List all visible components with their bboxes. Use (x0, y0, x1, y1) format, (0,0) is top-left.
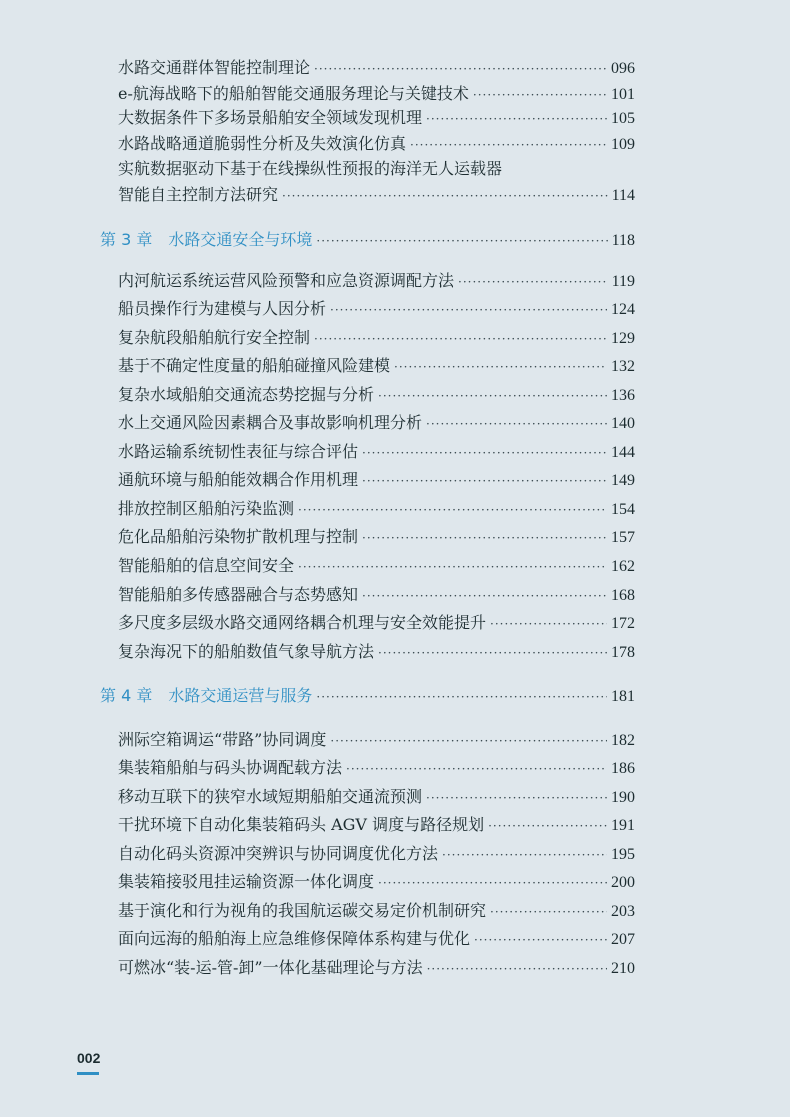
toc-entry-page: 195 (611, 846, 635, 863)
toc-entry-title: 排放控制区船舶污染监测 (118, 499, 295, 518)
toc-entry-page: 162 (611, 558, 635, 575)
toc-entry[interactable] (118, 612, 635, 635)
dot-leader (410, 134, 607, 156)
dot-leader (362, 527, 607, 549)
toc-entry[interactable] (118, 584, 635, 607)
toc-entry[interactable] (118, 498, 635, 521)
toc-entry-title: 多尺度多层级水路交通网络耦合机理与安全效能提升 (118, 613, 487, 632)
chapter-page: 181 (611, 688, 635, 705)
toc-entry-page: 210 (611, 960, 635, 977)
toc-entry-page: 096 (611, 60, 635, 77)
dot-leader (378, 872, 607, 894)
toc-entry-title: e-航海战略下的船舶智能交通服务理论与关键技术 (118, 84, 469, 103)
toc-entry-page: 132 (611, 358, 635, 375)
dot-leader (346, 758, 607, 780)
toc-entry-title: 实航数据驱动下基于在线操纵性预报的海洋无人运载器 (118, 159, 503, 178)
toc-entry-title: 面向远海的船舶海上应急维修保障体系构建与优化 (118, 929, 471, 948)
toc-entry-title: 水上交通风险因素耦合及事故影响机理分析 (118, 413, 423, 432)
dot-leader (316, 230, 607, 252)
dot-leader (330, 299, 607, 321)
toc-entry-page: 157 (611, 529, 635, 546)
toc-entry[interactable] (118, 526, 635, 549)
toc-entry-page: 129 (611, 330, 635, 347)
toc-entry-title: 基于不确定性度量的船舶碰撞风险建模 (118, 356, 391, 375)
toc-entry-page: 168 (611, 587, 635, 604)
dot-leader (490, 613, 607, 635)
toc-entry-page: 203 (611, 903, 635, 920)
toc-entry-title: 自动化码头资源冲突辨识与协同调度优化方法 (118, 844, 439, 863)
toc-entry-page: 178 (611, 644, 635, 661)
chapter-title: 水路交通安全与环境 (168, 230, 313, 249)
dot-leader (427, 958, 607, 980)
toc-entry-page: 124 (611, 301, 635, 318)
dot-leader (330, 730, 607, 752)
toc-entry-page: 190 (611, 789, 635, 806)
toc-entry-title: 集装箱船舶与码头协调配载方法 (118, 758, 343, 777)
toc-entry-title: 复杂水域船舶交通流态势挖掘与分析 (118, 385, 375, 404)
toc-entry-title: 复杂海况下的船舶数值气象导航方法 (118, 642, 375, 661)
toc-entry[interactable] (118, 327, 635, 350)
toc-entry-page: 105 (611, 110, 635, 127)
toc-entry[interactable] (118, 469, 635, 492)
toc-entry[interactable] (118, 641, 635, 664)
toc-entry-page: 114 (611, 187, 635, 204)
toc-entry-title: 水路交通群体智能控制理论 (118, 58, 311, 77)
toc-entry[interactable] (118, 133, 635, 156)
dot-leader (426, 413, 607, 435)
toc-entry-title: 危化品船舶污染物扩散机理与控制 (118, 527, 359, 546)
page-number-underline (77, 1072, 99, 1075)
dot-leader (282, 185, 608, 207)
toc-entry-title: 智能船舶的信息空间安全 (118, 556, 295, 575)
chapter-title: 水路交通运营与服务 (168, 686, 313, 705)
dot-leader (362, 470, 607, 492)
toc-entry-first-line[interactable] (118, 158, 635, 180)
dot-leader (362, 585, 607, 607)
toc-entry-page: 149 (611, 472, 635, 489)
chapter-heading-4[interactable] (100, 685, 635, 708)
dot-leader (488, 815, 607, 837)
toc-entry[interactable] (118, 270, 635, 293)
dot-leader (426, 787, 607, 809)
toc-entry[interactable] (118, 384, 635, 407)
dot-leader (298, 499, 607, 521)
toc-entry[interactable] (118, 57, 635, 80)
dot-leader (314, 58, 607, 80)
toc-entry[interactable] (118, 441, 635, 464)
toc-entry-title: 移动互联下的狭窄水域短期船舶交通流预测 (118, 787, 423, 806)
toc-entry-page: 144 (611, 444, 635, 461)
dot-leader (490, 901, 607, 923)
toc-entry[interactable] (118, 184, 635, 207)
toc-entry-title: 干扰环境下自动化集装箱码头 AGV 调度与路径规划 (118, 815, 485, 834)
toc-entry-page: 136 (611, 387, 635, 404)
dot-leader (378, 385, 607, 407)
toc-entry[interactable] (118, 355, 635, 378)
toc-entry-title: 洲际空箱调运“带路”协同调度 (118, 730, 327, 749)
dot-leader (362, 442, 607, 464)
toc-entry[interactable] (118, 957, 635, 980)
dot-leader (394, 356, 607, 378)
toc-entry-page: 207 (611, 931, 635, 948)
toc-entry-title: 智能自主控制方法研究 (118, 185, 279, 204)
chapter-page: 118 (611, 232, 635, 249)
toc-entry-page: 119 (611, 273, 635, 290)
chapter-number: 第 3 章 (100, 230, 153, 249)
toc-entry[interactable] (118, 729, 635, 752)
toc-entry-page: 154 (611, 501, 635, 518)
toc-entry-page: 140 (611, 415, 635, 432)
page-number: 002 (77, 1050, 101, 1066)
dot-leader (298, 556, 607, 578)
toc-entry-title: 船员操作行为建模与人因分析 (118, 299, 327, 318)
toc-entry[interactable] (118, 757, 635, 780)
toc-entry-title: 基于演化和行为视角的我国航运碳交易定价机制研究 (118, 901, 487, 920)
dot-leader (458, 271, 608, 293)
toc-entry-title: 水路运输系统韧性表征与综合评估 (118, 442, 359, 461)
toc-entry-page: 101 (611, 86, 635, 103)
toc-entry-title: 复杂航段船舶航行安全控制 (118, 328, 311, 347)
toc-entry[interactable] (118, 871, 635, 894)
toc-entry-title: 通航环境与船舶能效耦合作用机理 (118, 470, 359, 489)
toc-entry[interactable] (118, 83, 635, 106)
dot-leader (426, 108, 607, 130)
dot-leader (473, 84, 607, 106)
toc-entry-title: 智能船舶多传感器融合与态势感知 (118, 585, 359, 604)
toc-entry-title: 可燃冰“装-运-管-卸”一体化基础理论与方法 (118, 958, 423, 977)
toc-entry-page: 172 (611, 615, 635, 632)
dot-leader (442, 844, 607, 866)
toc-entry-title: 水路战略通道脆弱性分析及失效演化仿真 (118, 134, 407, 153)
toc-entry[interactable] (118, 843, 635, 866)
toc-entry[interactable] (118, 298, 635, 321)
toc-entry-title: 大数据条件下多场景船舶安全领域发现机理 (118, 108, 423, 127)
toc-entry-page: 109 (611, 136, 635, 153)
toc-entry[interactable] (118, 928, 635, 951)
toc-entry[interactable] (118, 814, 635, 837)
toc-entry-page: 200 (611, 874, 635, 891)
dot-leader (316, 686, 607, 708)
dot-leader (474, 929, 607, 951)
toc-entry[interactable] (118, 555, 635, 578)
dot-leader (314, 328, 607, 350)
toc-entry-page: 191 (611, 817, 635, 834)
toc-entry[interactable] (118, 412, 635, 435)
chapter-number: 第 4 章 (100, 686, 153, 705)
toc-entry-page: 182 (611, 732, 635, 749)
toc-entry-title: 集装箱接驳甩挂运输资源一体化调度 (118, 872, 375, 891)
chapter-heading-3[interactable] (100, 229, 635, 252)
toc-entry[interactable] (118, 107, 635, 130)
toc-entry-title: 内河航运系统运营风险预警和应急资源调配方法 (118, 271, 455, 290)
dot-leader (378, 642, 607, 664)
toc-entry-page: 186 (611, 760, 635, 777)
toc-entry[interactable] (118, 786, 635, 809)
toc-entry[interactable] (118, 900, 635, 923)
